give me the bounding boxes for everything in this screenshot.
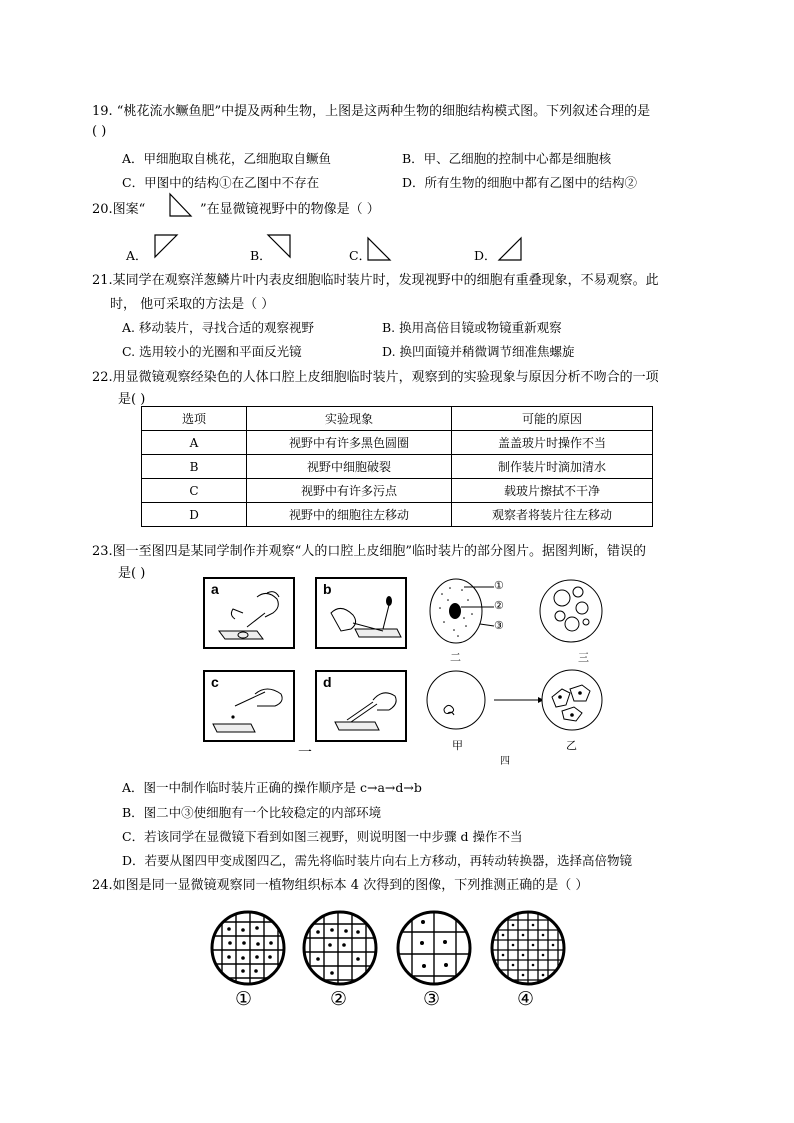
q19-option-a: A．甲细胞取自桃花，乙细胞取自鳜鱼 [122, 151, 332, 166]
table-row [142, 479, 653, 503]
q20-stem-start: 20.图案“ [92, 202, 146, 217]
q20-pattern-figure [168, 192, 192, 218]
q21-option-c: C. 选用较小的光圈和平面反光镜 [122, 344, 302, 359]
figure-one-panel-d [315, 670, 407, 742]
table-cell: 观察者将装片往左移动 [452, 503, 653, 527]
view-label-4: ④ [517, 988, 535, 1010]
q23-stem-line1: 23.图一至图四是某同学制作并观察“人的口腔上皮细胞”临时装片的部分图片。据图判断，错误的 [92, 544, 646, 559]
view-label-3: ③ [423, 988, 441, 1010]
q21-option-a: A. 移动装片，寻找合适的观察视野 [122, 320, 314, 335]
q20-option-a: A． [126, 248, 148, 263]
q20-option-a-figure [153, 233, 179, 259]
panel-label: d [323, 674, 332, 690]
table-row [142, 503, 653, 527]
q19-option-c: C．甲图中的结构①在乙图中不存在 [122, 175, 320, 190]
figure-one-panel-c [203, 670, 295, 742]
q20-option-c-figure [366, 236, 392, 262]
table-header-row [142, 407, 653, 431]
table-cell: 视野中细胞破裂 [247, 455, 452, 479]
q23-option-c: C．若该同学在显微镜下看到如图三视野，则说明图一中步骤 d 操作不当 [122, 829, 523, 844]
table-cell: 盖盖玻片时操作不当 [452, 431, 653, 455]
figure-one-label: 一 [298, 745, 312, 761]
table-cell: B [142, 455, 247, 479]
figure-two-label: 二 [450, 651, 461, 664]
microscope-view-3 [396, 910, 480, 986]
swab-hand-illustration [317, 579, 405, 647]
table-cell: 视野中有许多黑色圆圈 [247, 431, 452, 455]
table-cell: 视野中有许多污点 [247, 479, 452, 503]
marker-1: ① [494, 579, 504, 592]
table-header-cell: 可能的原因 [452, 407, 653, 431]
panel-label: b [323, 581, 332, 597]
q22-table [141, 406, 653, 527]
figure-four-view-comparison [426, 667, 606, 735]
table-header-cell: 选项 [142, 407, 247, 431]
marker-2: ② [494, 599, 504, 612]
figure-two-cell-diagram [428, 578, 522, 644]
table-cell: 制作装片时滴加清水 [452, 455, 653, 479]
view-label-2: ② [330, 988, 348, 1010]
q20-option-b: B． [250, 248, 272, 263]
figure-three-bubble-view [538, 578, 604, 644]
q21-stem-line2: 时， 他可采取的方法是（ ） [110, 297, 275, 312]
q20-option-d: D． [474, 248, 497, 263]
q21-option-b: B. 换用高倍目镜或物镜重新观察 [382, 320, 562, 335]
figure-three-label: 三 [578, 651, 589, 664]
figure-one-panel-a [203, 577, 295, 649]
dropper-hand-illustration [205, 579, 293, 647]
q24-stem: 24.如图是同一显微镜观察同一植物组织标本 4 次得到的图像，下列推测正确的是（ ） [92, 878, 589, 893]
table-cell: A [142, 431, 247, 455]
q23-option-d: D．若要从图四甲变成图四乙，需先将临时装片向右上方移动，再转动转换器，选择高倍物镜 [122, 853, 633, 868]
q21-option-d: D. 换凹面镜并稍微调节细准焦螺旋 [382, 344, 575, 359]
panel-label: c [211, 674, 219, 690]
table-row [142, 431, 653, 455]
q19-option-d: D．所有生物的细胞中都有乙图中的结构② [402, 175, 638, 190]
q22-stem-line2: 是( ) [118, 392, 146, 407]
q20-option-b-figure [266, 233, 292, 259]
table-cell: 视野中的细胞往左移动 [247, 503, 452, 527]
q20-option-d-figure [497, 236, 523, 262]
pipette-hand-illustration [205, 672, 293, 740]
microscope-view-4 [490, 910, 570, 986]
q23-option-a: A．图一中制作临时装片正确的操作顺序是 c→a→d→b [122, 780, 422, 795]
figure-four-label: 四 [500, 756, 510, 767]
figure-four-jia-label: 甲 [452, 739, 463, 752]
panel-label: a [211, 581, 219, 597]
table-cell: 载玻片擦拭不干净 [452, 479, 653, 503]
q20-option-c: C． [349, 248, 372, 263]
q19-option-b: B．甲、乙细胞的控制中心都是细胞核 [402, 151, 612, 166]
forceps-hand-illustration [317, 672, 405, 740]
view-label-1: ① [235, 988, 253, 1010]
microscope-view-2 [300, 910, 390, 986]
marker-3: ③ [494, 619, 504, 632]
figure-four-yi-label: 乙 [566, 739, 577, 752]
figure-one-panel-b [315, 577, 407, 649]
q22-stem-line1: 22.用显微镜观察经染色的人体口腔上皮细胞临时装片，观察到的实验现象与原因分析不吻合的一项 [92, 370, 659, 385]
table-row [142, 455, 653, 479]
table-cell: C [142, 479, 247, 503]
q19-stem: 19. “桃花流水鳜鱼肥”中提及两种生物，上图是这两种生物的细胞结构模式图。下列叙述合理的是 [92, 104, 651, 119]
table-cell: D [142, 503, 247, 527]
microscope-view-1 [210, 910, 300, 986]
q23-stem-line2: 是( ) [118, 566, 146, 581]
q19-bracket: ( ) [92, 124, 107, 139]
table-header-cell: 实验现象 [247, 407, 452, 431]
q21-stem-line1: 21.某同学在观察洋葱鳞片叶内表皮细胞临时装片时，发现视野中的细胞有重叠现象，不易观察。此 [92, 273, 659, 288]
q20-stem-end: ”在显微镜视野中的物像是（ ） [200, 202, 380, 217]
q23-option-b: B．图二中③使细胞有一个比较稳定的内部环境 [122, 805, 382, 820]
